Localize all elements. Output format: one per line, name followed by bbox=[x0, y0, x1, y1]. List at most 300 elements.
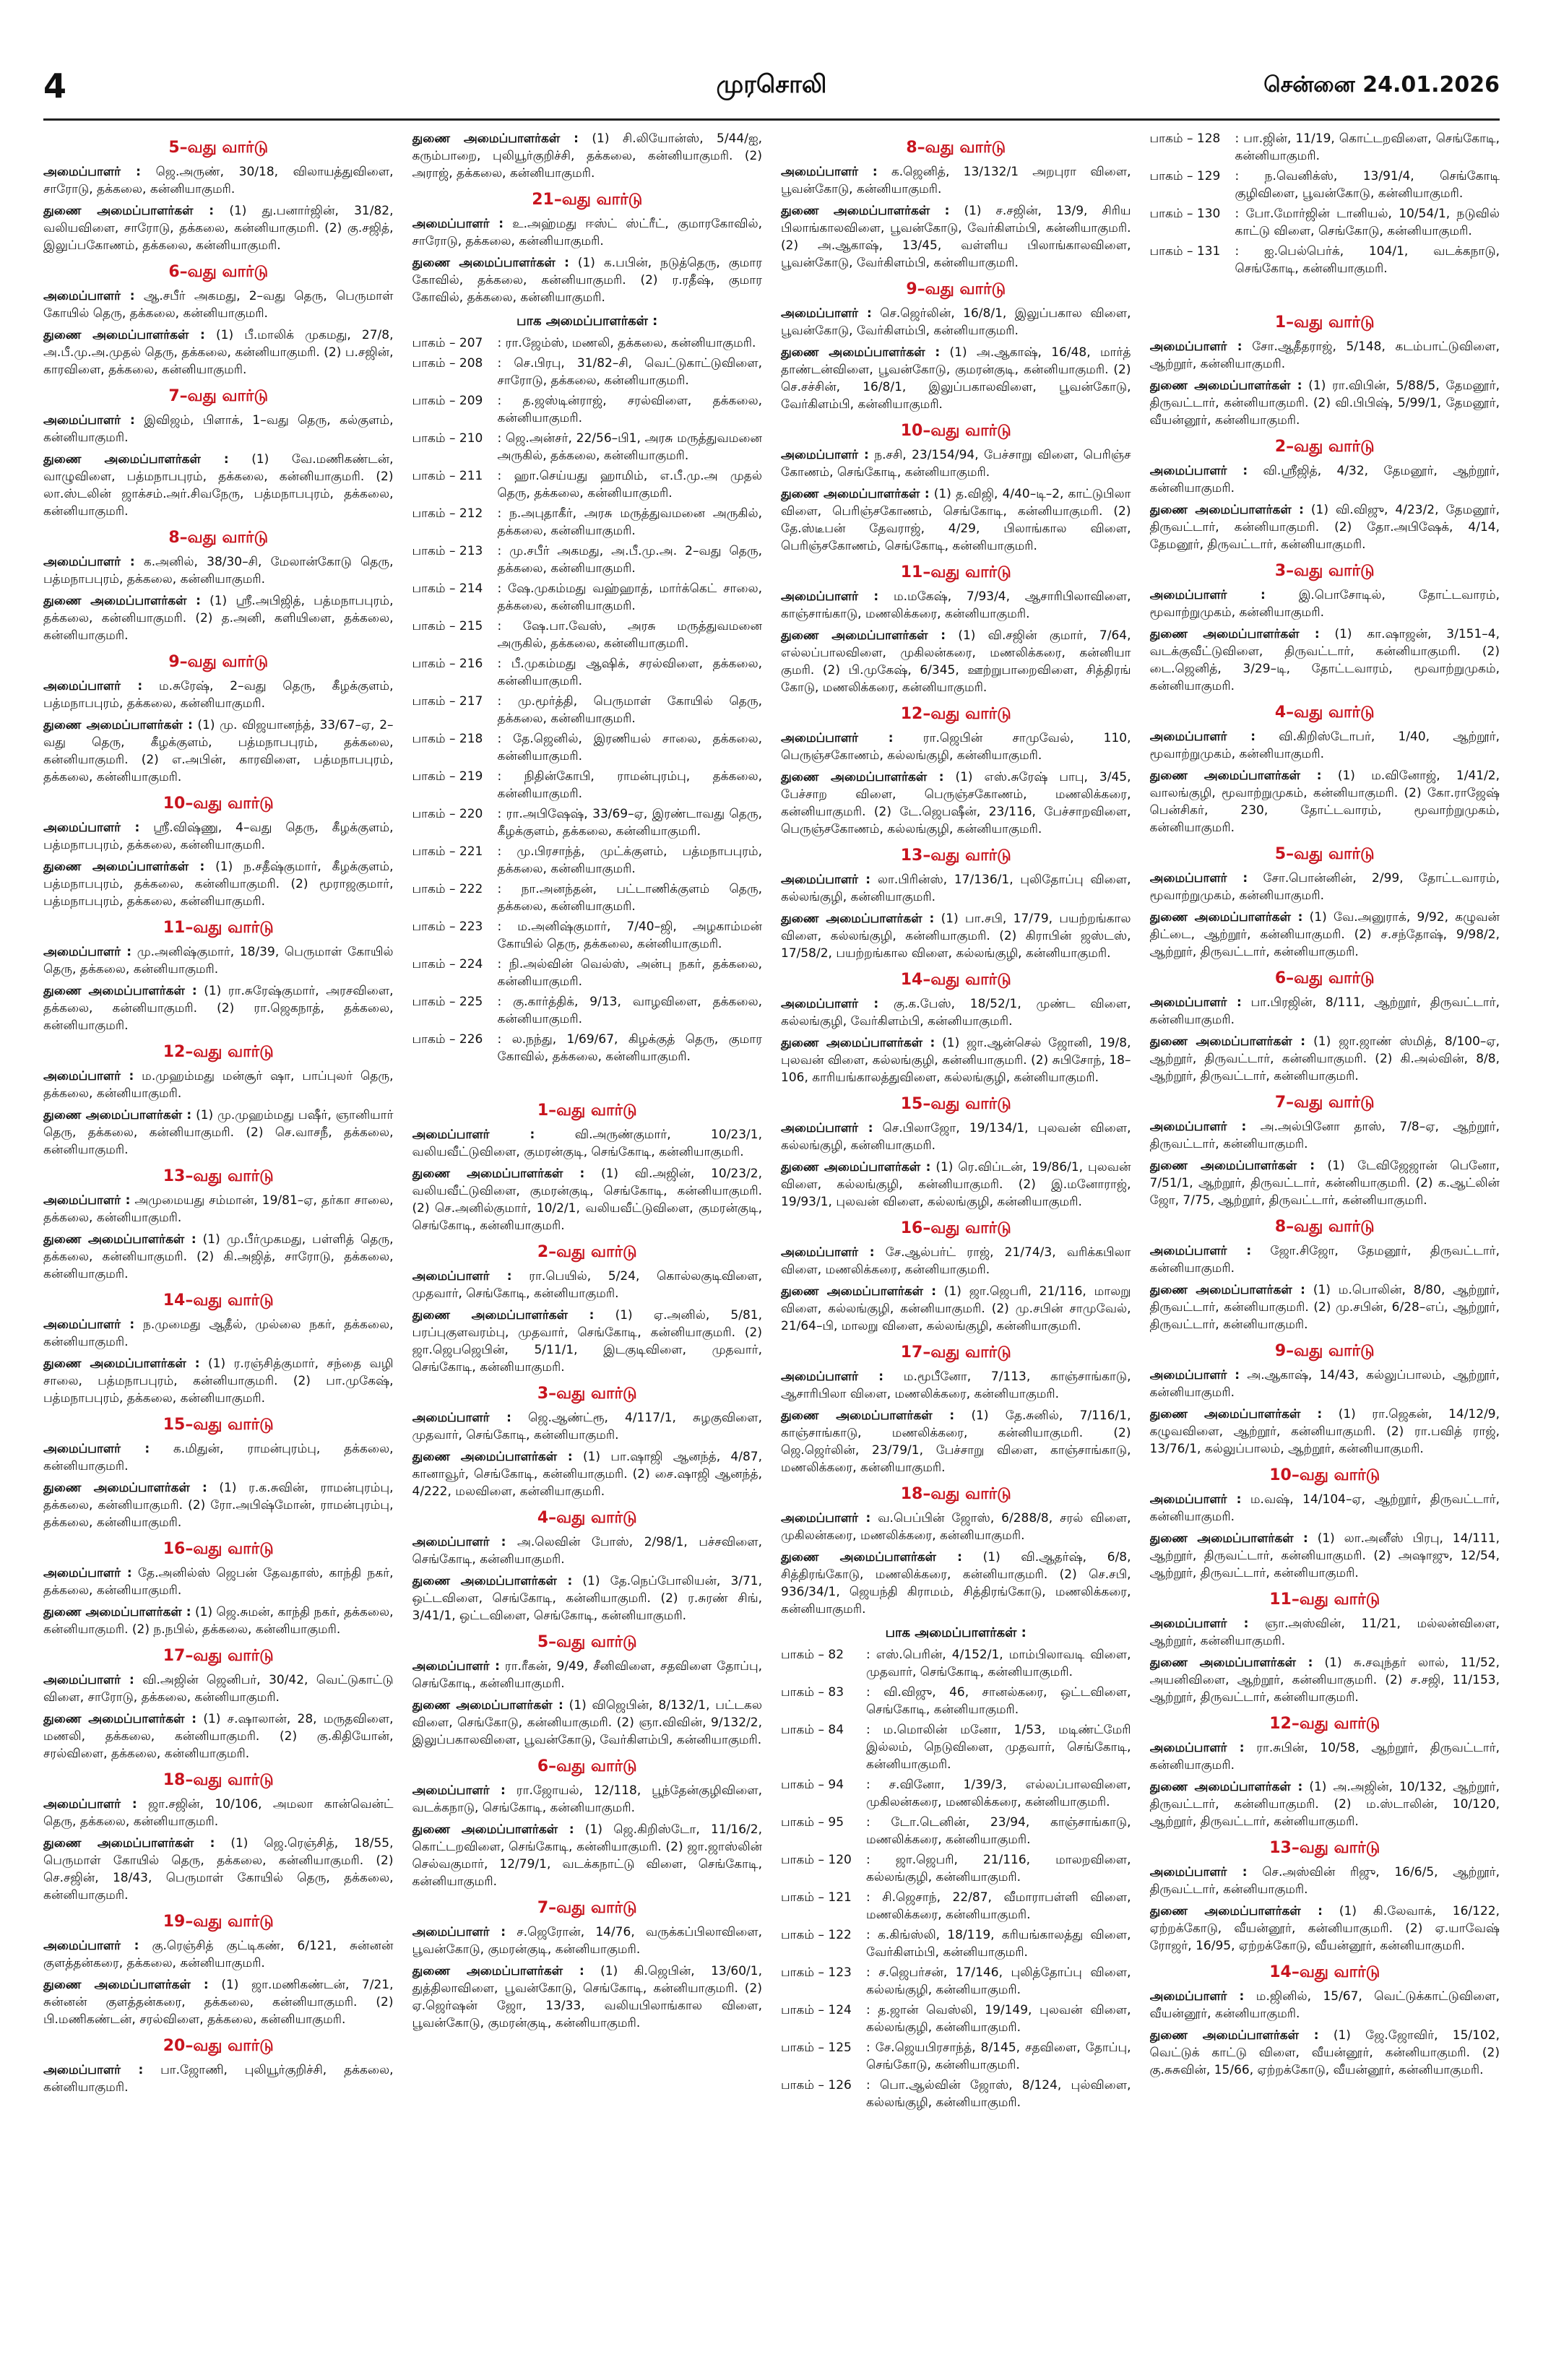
deputy-details: (1) வே.அனுராக், 9/92, கழுவன் திட்டை, ஆற்றூர், கன்னியாகுமரி. (2) ச.சந்தோஷ், 9/98/2, ஆற்றூர், திருவட்டார், கன்னியாகுமரி. bbox=[1149, 910, 1500, 959]
booth-row bbox=[781, 2002, 1131, 2036]
member-label: அமைப்பாளர் : bbox=[781, 997, 879, 1011]
member-label: அமைப்பாளர் : bbox=[1149, 1865, 1248, 1879]
member-label: அமைப்பாளர் : bbox=[781, 873, 871, 887]
deputy-details: (1) அ.அஜின், 10/132, ஆற்றூர், திருவட்டார், கன்னியாகுமரி. (2) ம.ஸ்டாலின், 10/120, ஆற்றூர், திருவட்டார், கன்னியாகுமரி. bbox=[1149, 1780, 1500, 1829]
member-label: அமைப்பாளர் : bbox=[412, 1659, 500, 1674]
deputy-label: துணை அமைப்பாளர்கள் : bbox=[412, 1450, 573, 1464]
deputy-details: (1) வி.சஜின் குமார், 7/64, எல்லப்பாலவிளை, முகிலன்கரை, மணலிக்கரை, கன்னியா குமரி. (2) பி.முகேஷ், 6/345, ஊற்றுபாறைவிளை, சித்திரங் கோடு, மணலிக்கரை, கன்னியாகுமரி. bbox=[781, 628, 1131, 695]
member-details: ரா.சுபின், 10/58, ஆற்றூர், திருவட்டார், கன்னியாகுமரி. bbox=[1149, 1741, 1500, 1773]
deputy-entry bbox=[1150, 1406, 1500, 1458]
deputy-label: துணை அமைப்பாளர்கள் : bbox=[43, 1836, 215, 1851]
ward-heading: 10–வது வார்டு bbox=[1269, 1466, 1380, 1484]
booth-number: பாகம் – 214 bbox=[412, 581, 483, 596]
deputy-label: துணை அமைப்பாளர்கள் : bbox=[1149, 1904, 1323, 1918]
member-details: இவிஜம், பிளாக், 1–வது தெரு, கல்குளம், கன்னியாகுமரி. bbox=[43, 413, 394, 445]
deputy-label: துணை அமைப்பாளர்கள் : bbox=[1149, 1159, 1315, 1173]
booth-row bbox=[1150, 130, 1500, 165]
booth-number: பாகம் – 211 bbox=[412, 469, 483, 483]
deputy-entry bbox=[412, 130, 763, 182]
deputy-label: துணை அமைப்பாளர்கள் : bbox=[781, 1160, 931, 1174]
ward-heading: 21–வது வார்டு bbox=[532, 191, 643, 209]
booth-number: பாகம் – 122 bbox=[781, 1928, 852, 1942]
deputy-label: துணை அமைப்பாளர்கள் : bbox=[781, 912, 935, 926]
deputy-details: (1) விஜெபின், 8/132/1, பட்டகல விளை, செங்கோடு, கன்னியாகுமரி. (2) ஞா.விவின், 9/132/2, இலுப்பகாலவிளை, பூவன்கோடு, வேர்கிளம்பி, கன்னியாகுமரி. bbox=[412, 1698, 762, 1747]
member-details: ஜா.சஜின், 10/106, அமலா கான்வென்ட் தெரு, தக்கலை, கன்னியாகுமரி. bbox=[43, 1797, 394, 1829]
booth-details: : ஐ.பெல்பெர்க், 104/1, வடக்கநாடு, செங்கோடி, கன்னியாகுமரி. bbox=[1235, 244, 1500, 276]
ward-heading: 19–வது வார்டு bbox=[163, 1913, 274, 1931]
booth-row bbox=[781, 2039, 1131, 2074]
booth-number: பாகம் – 219 bbox=[412, 769, 483, 784]
member-label: அமைப்பாளர் : bbox=[1149, 871, 1248, 886]
member-details: ரா.ஜோயல், 12/118, பூந்தேன்குழிவிளை, வடக்கநாடு, செங்கோடி, கன்னியாகுமரி. bbox=[412, 1783, 762, 1815]
booth-row bbox=[412, 334, 763, 352]
deputy-label: துணை அமைப்பாளர்கள் : bbox=[1149, 1283, 1305, 1297]
booth-details: : ந.வெனிக்ஸ், 13/91/4, செங்கோடி குழிவிளை, பூவன்கோடு, கன்னியாகுமரி. bbox=[1235, 169, 1500, 201]
deputy-details: (1) ச.சஜின், 13/9, சிரிய பிலாங்காலவிளை, பூவன்கோடு, வேர்கிளம்பி, கன்னியாகுமரி. (2) அ.ஆகாஷ், 13/45, வள்ளிய பிலாங்காலவிளை, பூவன்கோடு, வேர்கிளம்பி, கன்னியாகுமரி. bbox=[781, 204, 1131, 270]
member-details: செ.பிலாஜோ, 19/134/1, புலவன் விளை, கல்லங்குழி, கன்னியாகுமரி. bbox=[781, 1121, 1131, 1153]
ward-heading: 6–வது வார்டு bbox=[537, 1757, 637, 1775]
member-details: பா.பிரஜின், 8/111, ஆற்றூர், திருவட்டார், கன்னியாகுமரி. bbox=[1149, 995, 1500, 1027]
deputy-details: (1) லா.அனீஸ் பிரபு, 14/111, ஆற்றூர், திருவட்டார், கன்னியாகுமரி. (2) அஷாஜு, 12/54, ஆற்றூர், திருவட்டார், கன்னியாகுமரி. bbox=[1149, 1531, 1500, 1580]
ward-heading: 5–வது வார்டு bbox=[1274, 845, 1375, 863]
deputy-entry bbox=[43, 1107, 394, 1159]
member-label: அமைப்பாளர் : bbox=[412, 1535, 506, 1549]
deputy-entry bbox=[43, 326, 394, 378]
deputy-entry bbox=[1150, 1530, 1500, 1582]
member-entry bbox=[43, 819, 394, 854]
deputy-label: துணை அமைப்பாளர்கள் : bbox=[781, 1284, 937, 1299]
member-details: க.அனில், 38/30–சி, மேலான்கோடு தெரு, பத்மநாபபுரம், தக்கலை, கன்னியாகுமரி. bbox=[43, 555, 394, 587]
member-entry bbox=[1150, 1864, 1500, 1898]
deputy-entry bbox=[43, 202, 394, 254]
member-details: ந.முமைது ஆதீல், முல்லை நகர், தக்கலை, கன்னியாகுமரி. bbox=[43, 1317, 394, 1349]
member-label: அமைப்பாளர் : bbox=[412, 217, 504, 231]
member-label: அமைப்பாளர் : bbox=[43, 555, 135, 569]
member-entry bbox=[1150, 1118, 1500, 1153]
member-entry bbox=[43, 2061, 394, 2096]
ward-heading: 15–வது வார்டு bbox=[163, 1416, 274, 1434]
booth-details: : மு.சபீர் அகமது, அ.பீ.மு.அ. 2–வது தெரு, தக்கலை, கன்னியாகுமரி. bbox=[497, 544, 762, 576]
ward-heading: 11–வது வார்டு bbox=[900, 563, 1011, 581]
deputy-details: (1) தே.நெப்போலியன், 3/71, ஒட்டவிளை, செங்கோடி, கன்னியாகுமரி. (2) ர.சுரண் சிங், 3/41/1, ஒட்டவிளை, செங்கோடி, கன்னியாகுமரி. bbox=[412, 1574, 762, 1623]
deputy-details: (1) ஜெ.ரெஞ்சித், 18/55, பெருமாள் கோயில் தெரு, தக்கலை, கன்னியாகுமரி. (2) செ.சஜின், 18/43, பெருமாள் கோயில் தெரு, தக்கலை, கன்னியாகுமரி. bbox=[43, 1836, 394, 1903]
deputy-entry bbox=[1150, 1903, 1500, 1955]
ward-heading: 4–வது வார்டு bbox=[537, 1509, 637, 1527]
booth-number: பாகம் – 94 bbox=[781, 1778, 844, 1792]
deputy-entry bbox=[1150, 1281, 1500, 1333]
booth-number: பாகம் – 129 bbox=[1149, 169, 1221, 183]
deputy-entry bbox=[43, 1479, 394, 1531]
member-details: மு.அனிஷ்குமார், 18/39, பெருமாள் கோயில் தெரு, தக்கலை, கன்னியாகுமரி. bbox=[43, 945, 394, 977]
deputy-entry bbox=[43, 1835, 394, 1904]
member-details: ம.மகேஷ், 7/93/4, ஆசாரிபிலாவிளை, காஞ்சாங்காடு, மணலிக்கரை, கன்னியாகுமரி. bbox=[781, 589, 1131, 621]
member-details: வ.பெப்பின் ஜோஸ், 6/288/8, சரல் விளை, முகிலன்கரை, மணலிக்கரை, கன்னியாகுமரி. bbox=[781, 1511, 1131, 1543]
booth-row bbox=[412, 993, 763, 1028]
deputy-label: துணை அமைப்பாளர்கள் : bbox=[1149, 2028, 1319, 2043]
deputy-entry bbox=[43, 592, 394, 644]
deputy-label: துணை அமைப்பாளர்கள் : bbox=[43, 328, 205, 342]
booth-row bbox=[781, 2077, 1131, 2111]
deputy-label: துணை அமைப்பாளர்கள் : bbox=[43, 1232, 196, 1247]
booth-row bbox=[412, 693, 763, 727]
member-details: கு.ரெஞ்சித் குட்டிகண், 6/121, சுன்னன் குளத்தன்கரை, தக்கலை, கன்னியாகுமரி. bbox=[43, 1939, 394, 1970]
member-entry bbox=[1150, 462, 1500, 497]
ward-heading: 10–வது வார்டு bbox=[900, 422, 1011, 440]
deputy-details: (1) வி.அஜின், 10/23/2, வலியவீட்டுவிளை, குமரன்குடி, செங்கோடி, கன்னியாகுமரி. (2) செ.அனில்குமார், 10/2/1, வலியவீட்டுவிளை, குமரன்குடி, செங்கோடி, கன்னியாகுமரி. bbox=[412, 1167, 762, 1233]
deputy-details: (1) ஜெ.கிறிஸ்டோ, 11/16/2, கொட்டறவிளை, செங்கோடி, கன்னியாகுமரி. (2) ஜா.ஜாஸ்லின் செல்வகுமார், 12/79/1, வடக்கநாட்டு விளை, செங்கோடி, கன்னியாகுமரி. bbox=[412, 1822, 762, 1889]
booth-details: : ந.அபுதாகீர், அரசு மருத்துவமனை அருகில், தக்கலை, கன்னியாகுமரி. bbox=[497, 506, 762, 538]
member-entry bbox=[781, 163, 1131, 198]
ward-heading: 16–வது வார்டு bbox=[163, 1540, 274, 1558]
booth-number: பாகம் – 213 bbox=[412, 544, 483, 558]
member-entry bbox=[43, 678, 394, 712]
booth-number: பாகம் – 82 bbox=[781, 1648, 844, 1662]
deputy-entry bbox=[412, 254, 763, 306]
booth-heading: பாக அமைப்பாளர்கள் : bbox=[517, 313, 658, 329]
booth-details: : மு.மூர்த்தி, பெருமாள் கோயில் தெரு, தக்கலை, கன்னியாகுமரி. bbox=[497, 694, 762, 726]
member-label: அமைப்பாளர் : bbox=[43, 1673, 134, 1687]
member-label: அமைப்பாளர் : bbox=[412, 1128, 535, 1142]
booth-details: : த.ஜான் வெஸ்லி, 19/149, புலவன் விளை, கல்லங்குழி, கன்னியாகுமரி. bbox=[866, 2003, 1131, 2035]
booth-details: : ஜா.ஜெபரி, 21/116, மாலறவிளை, கல்லங்குழி, கன்னியாகுமரி. bbox=[866, 1853, 1131, 1884]
member-label: அமைப்பாளர் : bbox=[781, 1511, 871, 1526]
ward-heading: 7–வது வார்டு bbox=[1274, 1094, 1375, 1112]
member-details: ஞா.அஸ்வின், 11/21, மல்லன்விளை, ஆற்றூர், கன்னியாகுமரி. bbox=[1149, 1617, 1500, 1648]
member-entry bbox=[781, 305, 1131, 339]
member-label: அமைப்பாளர் : bbox=[1149, 588, 1266, 602]
deputy-entry bbox=[781, 1159, 1131, 1211]
booth-details: : டோ.டெனின், 23/94, காஞ்சாங்காடு, மணலிக்கரை, கன்னியாகுமரி. bbox=[866, 1815, 1131, 1847]
booth-details: : வி.விஜு, 46, சானல்கரை, ஒட்டவிளை, செங்கோடி, கன்னியாகுமரி. bbox=[866, 1685, 1131, 1717]
member-entry bbox=[1150, 1491, 1500, 1526]
booth-row bbox=[412, 918, 763, 953]
booth-number: பாகம் – 84 bbox=[781, 1723, 844, 1737]
ward-heading: 11–வது வார்டு bbox=[1269, 1591, 1380, 1609]
member-entry bbox=[412, 1658, 763, 1692]
deputy-label: துணை அமைப்பாளர்கள் : bbox=[781, 628, 946, 643]
ward-heading: 17–வது வார்டு bbox=[900, 1343, 1011, 1362]
member-details: சோ.பொன்னின், 2/99, தோட்டவாரம், மூவாற்றுமுகம், கன்னியாகுமரி. bbox=[1149, 871, 1500, 903]
member-entry bbox=[781, 995, 1131, 1030]
deputy-label: துணை அமைப்பாளர்கள் : bbox=[412, 131, 579, 146]
booth-details: : ஷே.முகம்மது வஹ்ஹாத், மார்க்கெட் சாலை, தக்கலை, கன்னியாகுமரி. bbox=[497, 581, 762, 613]
member-entry bbox=[1150, 994, 1500, 1029]
ward-heading: 9–வது வார்டு bbox=[168, 653, 269, 671]
booth-row bbox=[412, 618, 763, 652]
masthead-divider bbox=[43, 118, 1500, 121]
member-entry bbox=[43, 163, 394, 198]
deputy-entry bbox=[1150, 1033, 1500, 1085]
deputy-entry bbox=[412, 1821, 763, 1890]
member-entry bbox=[412, 1409, 763, 1444]
deputy-entry bbox=[781, 202, 1131, 272]
deputy-label: துணை அமைப்பாளர்கள் : bbox=[412, 256, 569, 270]
deputy-details: (1) ரெ.விப்டன், 19/86/1, புலவன் விளை, கல்லங்குழி, கன்னியாகுமரி. (2) இ.மனோராஜ், 19/93/1, புலவன் விளை, கல்லங்குழி, கன்னியாகுமரி. bbox=[781, 1160, 1131, 1209]
deputy-details: (1) ரா.ஜெகன், 14/12/9, கழுவவிளை, ஆற்றூர், கன்னியாகுமரி. (2) ரா.பவித் ராஜ், 13/76/1, கல்லுப்பாலம், ஆற்றூர், கன்னியாகுமரி. bbox=[1149, 1407, 1500, 1456]
member-label: அமைப்பாளர் : bbox=[43, 2063, 144, 2077]
deputy-entry bbox=[781, 769, 1131, 838]
member-label: அமைப்பாளர் : bbox=[43, 679, 143, 693]
booth-row bbox=[1150, 168, 1500, 202]
ward-heading: 13–வது வார்டு bbox=[163, 1167, 274, 1185]
member-label: அமைப்பாளர் : bbox=[1149, 1741, 1245, 1755]
deputy-details: (1) ஜே.ஜோவிர், 15/102, வெட்டுக் காட்டு விளை, வீயன்னூர், கன்னியாகுமரி. (2) கு.சுசுவின், 15/66, ஏற்றக்கோடு, வீயன்னூர், கன்னியாகுமரி. bbox=[1149, 2028, 1500, 2077]
member-details: ரா.ஜெபின் சாமுவேல், 110, பெருஞ்சகோணம், கல்லங்குழி, கன்னியாகுமரி. bbox=[781, 731, 1131, 763]
deputy-entry bbox=[781, 910, 1131, 962]
member-details: ஜெ.அருண், 30/18, விலாயத்துவிளை, சாரோடு, தக்கலை, கன்னியாகுமரி. bbox=[43, 165, 394, 196]
deputy-entry bbox=[781, 1549, 1131, 1618]
member-label: அமைப்பாளர் : bbox=[781, 589, 879, 604]
member-entry bbox=[412, 1533, 763, 1568]
ward-heading: 13–வது வார்டு bbox=[1269, 1839, 1380, 1857]
booth-number: பாகம் – 83 bbox=[781, 1685, 844, 1700]
ward-heading: 10–வது வார்டு bbox=[163, 795, 274, 813]
member-entry bbox=[1150, 338, 1500, 373]
member-entry bbox=[781, 871, 1131, 906]
deputy-label: துணை அமைப்பாளர்கள் : bbox=[1149, 1407, 1323, 1421]
deputy-entry bbox=[1150, 767, 1500, 836]
booth-row bbox=[412, 956, 763, 990]
booth-details: : நி.அல்வின் வெல்ஸ், அன்பு நகர், தக்கலை, கன்னியாகுமரி. bbox=[497, 957, 762, 989]
booth-details: : தே.ஜெனில், இரணியல் சாலை, தக்கலை, கன்னியாகுமரி. bbox=[497, 732, 762, 763]
deputy-entry bbox=[43, 858, 394, 910]
ward-heading: 15–வது வார்டு bbox=[900, 1095, 1011, 1113]
member-entry bbox=[781, 730, 1131, 764]
member-label: அமைப்பாளர் : bbox=[43, 1193, 131, 1208]
member-label: அமைப்பாளர் : bbox=[781, 306, 872, 321]
booth-details: : ஷே.பா.வேஸ், அரசு மருத்துவமனை அருகில், தக்கலை, கன்னியாகுமரி. bbox=[497, 619, 762, 651]
deputy-label: துணை அமைப்பாளர்கள் : bbox=[43, 860, 205, 874]
booth-details: : எஸ்.பெரின், 4/152/1, மாம்பிலாவடி விளை, முதவார், செங்கோடி, கன்னியாகுமரி. bbox=[866, 1648, 1131, 1679]
deputy-entry bbox=[1150, 1654, 1500, 1706]
member-details: இ.பொசோடில், தோட்டவாரம், மூவாற்றுமுகம், கன்னியாகுமரி. bbox=[1149, 588, 1500, 620]
booth-number: பாகம் – 221 bbox=[412, 844, 483, 859]
member-label: அமைப்பாளர் : bbox=[43, 821, 140, 835]
deputy-details: (1) தே.சுனில், 7/116/1, காஞ்சாங்காடு, மணலிக்கரை, கன்னியாகுமரி. (2) ஜெ.ஜெர்லின், 23/79/1, பேச்சாறு விளை, காஞ்சாங்காடு, மணலிக்கரை, கன்னியாகுமரி. bbox=[781, 1408, 1131, 1475]
deputy-details: (1) ந.சதீஷ்குமார், கீழக்குளம், பத்மநாபபுரம், தக்கலை, கன்னியாகுமரி. (2) மூராஜகுமார், பத்மநாபபுரம், தக்கலை, கன்னியாகுமரி. bbox=[43, 860, 394, 909]
deputy-details: (1) த.விஜி, 4/40–டி–2, காட்டுபிலா விளை, பெரிஞ்சகோணம், செங்கோடி, கன்னியாகுமரி. (2) தே.ஸ்டீபன் தேவராஜ், 4/29, பிலாங்கால விளை, பெரிஞ்சகோணம், செங்கோடி, கன்னியாகுமரி. bbox=[781, 487, 1131, 553]
deputy-details: (1) ஜா.ஜாண் ஸ்மித், 8/100–ஏ, ஆற்றூர், திருவட்டார், கன்னியாகுமரி. (2) கி.அல்வின், 8/8, ஆற்றூர், திருவட்டார், கன்னியாகுமரி. bbox=[1149, 1034, 1500, 1083]
member-details: ம.முஹம்மது மன்சூர் ஷா, பாப்புலர் தெரு, தக்கலை, கன்னியாகுமரி. bbox=[43, 1069, 394, 1101]
deputy-label: துணை அமைப்பாளர்கள் : bbox=[781, 345, 941, 360]
booth-details: : பொ.ஆல்வின் ஜோஸ், 8/124, புல்விளை, கல்லங்குழி, கன்னியாகுமரி. bbox=[866, 2078, 1131, 2110]
booth-details: : ச.ஜெபர்சன், 17/146, புலித்தோப்பு விளை, கல்லங்குழி, கன்னியாகுமரி. bbox=[866, 1965, 1131, 1997]
member-details: ஜெ.ஆண்ட்ரூ, 4/117/1, சுழகுவிளை, முதவார், செங்கோடி, கன்னியாகுமரி. bbox=[412, 1411, 762, 1442]
deputy-label: துணை அமைப்பாளர்கள் : bbox=[1149, 1531, 1308, 1546]
member-entry bbox=[781, 1368, 1131, 1403]
member-label: அமைப்பாளர் : bbox=[43, 1566, 132, 1580]
booth-number: பாகம் – 207 bbox=[412, 336, 483, 350]
member-label: அமைப்பாளர் : bbox=[412, 1411, 511, 1425]
deputy-label: துணை அமைப்பாளர்கள் : bbox=[1149, 1656, 1313, 1670]
ward-heading: 14–வது வார்டு bbox=[1269, 1963, 1380, 1981]
member-details: ஸ்ரீ.விஷ்ணு, 4–வது தெரு, கீழக்குளம், பத்மநாபபுரம், தக்கலை, கன்னியாகுமரி. bbox=[43, 821, 394, 852]
booth-row bbox=[412, 542, 763, 577]
member-details: தே.அனில்ஸ் ஜெபன் தேவதாஸ், காந்தி நகர், தக்கலை, கன்னியாகுமரி. bbox=[43, 1566, 394, 1598]
deputy-label: துணை அமைப்பாளர்கள் : bbox=[1149, 503, 1304, 517]
member-entry bbox=[781, 1244, 1131, 1278]
ward-heading: 2–வது வார்டு bbox=[1274, 438, 1375, 456]
ward-heading: 11–வது வார்டு bbox=[163, 919, 274, 937]
member-entry bbox=[43, 1192, 394, 1226]
member-label: அமைப்பாளர் : bbox=[1149, 1492, 1242, 1507]
booth-row bbox=[781, 1964, 1131, 1999]
booth-number: பாகம் – 223 bbox=[412, 919, 483, 934]
ward-heading: 9–வது வார்டு bbox=[1274, 1342, 1375, 1360]
deputy-label: துணை அமைப்பாளர்கள் : bbox=[43, 204, 215, 218]
member-details: அமுமையது சம்மான், 19/81–ஏ, தர்கா சாலை, தக்கலை, கன்னியாகுமரி. bbox=[43, 1193, 394, 1225]
booth-row bbox=[1150, 243, 1500, 277]
deputy-label: துணை அமைப்பாளர்கள் : bbox=[412, 1574, 573, 1588]
member-label: அமைப்பாளர் : bbox=[781, 1121, 873, 1135]
booth-number: பாகம் – 222 bbox=[412, 882, 483, 896]
member-label: அமைப்பாளர் : bbox=[1149, 1617, 1249, 1631]
deputy-label: துணை அமைப்பாளர்கள் : bbox=[781, 1036, 935, 1050]
booth-details: : ஜெ.அன்சர், 22/56–பி1, அரசு மருத்துவமனை அருகில், தக்கலை, கன்னியாகுமரி. bbox=[497, 431, 762, 463]
member-label: அமைப்பாளர் : bbox=[43, 1939, 139, 1953]
booth-details: : ம.அனிஷ்குமார், 7/40–ஜி, அழகாம்மன் கோயில் தெரு, தக்கலை, கன்னியாகுமரி. bbox=[497, 919, 762, 951]
booth-row bbox=[412, 430, 763, 464]
deputy-label: துணை அமைப்பாளர்கள் : bbox=[412, 1698, 563, 1713]
deputy-entry bbox=[781, 627, 1131, 696]
booth-row bbox=[781, 1684, 1131, 1718]
member-label: அமைப்பாளர் : bbox=[1149, 1120, 1247, 1134]
member-label: அமைப்பாளர் : bbox=[43, 945, 132, 959]
article-columns bbox=[43, 130, 1500, 2351]
deputy-label: துணை அமைப்பாளர்கள் : bbox=[43, 1481, 207, 1495]
member-details: லா.பிரின்ஸ், 17/136/1, புலிதோப்பு விளை, கல்லங்குழி, கன்னியாகுமரி. bbox=[781, 873, 1131, 904]
deputy-label: துணை அமைப்பாளர்கள் : bbox=[1149, 627, 1320, 641]
member-details: ச.ஜெரோன், 14/76, வருக்கப்பிலாவிளை, பூவன்கோடு, குமரன்குடி, கன்னியாகுமரி. bbox=[412, 1925, 762, 1957]
deputy-label: துணை அமைப்பாளர்கள் : bbox=[43, 1712, 197, 1726]
member-entry bbox=[1150, 870, 1500, 904]
deputy-entry bbox=[43, 1976, 394, 2028]
paper-name: முரசொலி bbox=[716, 70, 827, 99]
booth-number: பாகம் – 224 bbox=[412, 957, 483, 972]
deputy-label: துணை அமைப்பாளர்கள் : bbox=[781, 1550, 962, 1565]
deputy-label: துணை அமைப்பாளர்கள் : bbox=[1149, 910, 1303, 925]
deputy-entry bbox=[412, 1572, 763, 1624]
booth-details: : க.கிங்ஸ்லி, 18/119, கரியங்காலத்து விளை, வேர்கிளம்பி, கன்னியாகுமரி. bbox=[866, 1928, 1131, 1960]
booth-number: பாகம் – 225 bbox=[412, 995, 483, 1009]
booth-number: பாகம் – 220 bbox=[412, 807, 483, 821]
member-entry bbox=[43, 287, 394, 322]
deputy-details: (1) பீ.மாலிக் முகமது, 27/8, அ.பீ.மு.அ.முதல் தெரு, தக்கலை, கன்னியாகுமரி. (2) ப.சஜின், காரவிளை, தக்கலை, கன்னியாகுமரி. bbox=[43, 328, 394, 377]
deputy-details: (1) வே.மணிகண்டன், வாழுவிளை, பத்மநாபபுரம், தக்கலை, கன்னியாகுமரி. (2) லா.ஸ்டலின் ஜாக்சம்.அர்.சிவநேரு, பத்மநாபபுரம், தக்கலை, கன்னியாகுமரி. bbox=[43, 452, 394, 519]
ward-heading: 3–வது வார்டு bbox=[1274, 562, 1375, 580]
booth-row bbox=[412, 1031, 763, 1065]
member-details: பா.ஜோணி, புலியூர்குறிச்சி, தக்கலை, கன்னியாகுமரி. bbox=[43, 2063, 394, 2095]
member-details: க.மிதுன், ராமன்புரம்பு, தக்கலை, கன்னியாகுமரி. bbox=[43, 1442, 394, 1474]
member-details: கு.க.பேஸ், 18/52/1, முண்ட விளை, கல்லங்குழி, வேர்கிளம்பி, கன்னியாகுமரி. bbox=[781, 997, 1131, 1029]
deputy-entry bbox=[1150, 1157, 1500, 1209]
deputy-entry bbox=[412, 1448, 763, 1500]
booth-row bbox=[412, 805, 763, 840]
deputy-entry bbox=[43, 1604, 394, 1638]
member-label: அமைப்பாளர் : bbox=[412, 1925, 506, 1939]
booth-number: பாகம் – 218 bbox=[412, 732, 483, 746]
ward-heading: 8–வது வார்டு bbox=[906, 139, 1006, 157]
deputy-details: (1) வி.விஜு, 4/23/2, தேமனூர், திருவட்டார், கன்னியாகுமரி. (2) தோ.அபிஷேக், 4/14, தேமனூர், திருவட்டார், கன்னியாகுமரி. bbox=[1149, 503, 1500, 552]
member-entry bbox=[412, 1268, 763, 1302]
booth-number: பாகம் – 215 bbox=[412, 619, 483, 633]
deputy-details: (1) து.பனார்ஜின், 31/82, வலியவிளை, சாரோடு, தக்கலை, கன்னியாகுமரி. (2) கு.சஜித், இலுப்பகோணம், தக்கலை, கன்னியாகுமரி. bbox=[43, 204, 394, 253]
member-details: வி.கிறிஸ்டோபர், 1/40, ஆற்றூர், மூவாற்றுமுகம், கன்னியாகுமரி. bbox=[1149, 730, 1500, 761]
booth-row bbox=[781, 1814, 1131, 1848]
member-label: அமைப்பாளர் : bbox=[1149, 995, 1242, 1010]
masthead bbox=[43, 61, 1500, 111]
deputy-entry bbox=[1150, 1778, 1500, 1830]
ward-heading: 14–வது வார்டு bbox=[900, 971, 1011, 989]
member-details: க.ஜெனித், 13/132/1 அறபுரா விளை, பூவன்கோடு, கன்னியாகுமரி. bbox=[781, 165, 1131, 196]
ward-heading: 12–வது வார்டு bbox=[163, 1043, 274, 1061]
booth-row bbox=[781, 1721, 1131, 1773]
deputy-entry bbox=[1150, 626, 1500, 695]
deputy-details: (1) வி.ஆதர்ஷ், 6/8, சித்திரங்கோடு, மணலிக்கரை, கன்னியாகுமரி. (2) செ.சபி, 936/34/1, ஜெயந்தி கிராமம், சித்திரங்கோடு, மணலிக்கரை, கன்னியாகுமரி. bbox=[781, 1550, 1131, 1617]
booth-details: : ரா.ஜேம்ஸ், மணலி, தக்கலை, கன்னியாகுமரி. bbox=[497, 336, 756, 350]
member-entry bbox=[781, 1510, 1131, 1544]
booth-details: : கு.கார்த்திக், 9/13, வாழவிளை, தக்கலை, கன்னியாகுமரி. bbox=[497, 995, 762, 1026]
member-label: அமைப்பாளர் : bbox=[781, 731, 894, 745]
member-entry bbox=[43, 943, 394, 978]
booth-row bbox=[781, 1851, 1131, 1886]
ward-heading: 5–வது வார்டு bbox=[168, 139, 269, 157]
member-entry bbox=[43, 412, 394, 446]
booth-row bbox=[412, 467, 763, 502]
deputy-details: (1) பா.சபி, 17/79, பயற்றங்கால விளை, கல்லங்குழி, கன்னியாகுமரி. (2) கிராபின் ஜஸ்டஸ், 17/58/2, பயற்றங்கால விளை, கல்லங்குழி, கன்னியாகுமரி. bbox=[781, 912, 1131, 961]
deputy-label: துணை அமைப்பாளர்கள் : bbox=[43, 1605, 191, 1619]
deputy-label: துணை அமைப்பாளர்கள் : bbox=[43, 1978, 209, 1992]
deputy-details: (1) க.பபின், நடுத்தெரு, குமார கோவில், தக்கலை, கன்னியாகுமரி. (2) ர.ரதீஷ், குமார கோவில், தக்கலை, கன்னியாகுமரி. bbox=[412, 256, 762, 305]
deputy-label: துணை அமைப்பாளர்கள் : bbox=[412, 1308, 595, 1323]
booth-details: : பா.ஜின், 11/19, கொட்டறவிளை, செங்கோடி, கன்னியாகுமரி. bbox=[1235, 131, 1500, 163]
member-details: ரா.ரீகன், 9/49, சீனிவிளை, சதவிளை தோப்பு, செங்கோடி, கன்னியாகுமரி. bbox=[412, 1659, 762, 1691]
booth-number: பாகம் – 95 bbox=[781, 1815, 844, 1830]
ward-heading: 4–வது வார்டு bbox=[1274, 704, 1375, 722]
deputy-label: துணை அமைப்பாளர்கள் : bbox=[43, 594, 201, 608]
deputy-label: துணை அமைப்பாளர்கள் : bbox=[43, 718, 193, 732]
member-entry bbox=[43, 1671, 394, 1706]
member-label: அமைப்பாளர் : bbox=[412, 1783, 506, 1798]
deputy-label: துணை அமைப்பாளர்கள் : bbox=[1149, 378, 1302, 393]
deputy-entry bbox=[412, 1307, 763, 1376]
booth-details: : போ.மோர்ஜின் டானியல், 10/54/1, நடுவில் காட்டு விளை, செங்கோடு, கன்னியாகுமரி. bbox=[1235, 207, 1500, 238]
ward-heading: 1–வது வார்டு bbox=[1274, 313, 1375, 332]
member-entry bbox=[1150, 728, 1500, 763]
booth-details: : ச.வினோ, 1/39/3, எல்லப்பாலவிளை, முகிலன்கரை, மணலிக்கரை, கன்னியாகுமரி. bbox=[866, 1778, 1131, 1809]
member-label: அமைப்பாளர் : bbox=[43, 165, 141, 179]
member-details: ம.வஷ், 14/104–ஏ, ஆற்றூர், திருவட்டார், கன்னியாகுமரி. bbox=[1149, 1492, 1500, 1524]
deputy-entry bbox=[412, 1963, 763, 2032]
column-3 bbox=[781, 130, 1131, 2351]
booth-details: : ம.மொலின் மனோ, 1/53, மடிண்ட்மேரி இல்லம், நெடுவிளை, முதவார், செங்கோடி, கன்னியாகுமரி. bbox=[866, 1723, 1131, 1772]
member-entry bbox=[1150, 1615, 1500, 1650]
ward-heading: 2–வது வார்டு bbox=[537, 1243, 637, 1261]
deputy-details: (1) டேவிஜேஜான் பெனோ, 7/51/1, ஆற்றூர், திருவட்டார், கன்னியாகுமரி. (2) க.ஆட்லின் ஜோ, 7/75, ஆற்றூர், திருவட்டார், கன்னியாகுமரி. bbox=[1149, 1159, 1500, 1208]
deputy-label: துணை அமைப்பாளர்கள் : bbox=[43, 984, 197, 998]
member-label: அமைப்பாளர் : bbox=[781, 1245, 875, 1260]
deputy-entry bbox=[1150, 909, 1500, 961]
member-details: அ.ஆகாஷ், 14/43, கல்லுப்பாலம், ஆற்றூர், கன்னியாகுமரி. bbox=[1149, 1368, 1500, 1400]
deputy-details: (1) மு.பீர்முகமது, பள்ளித் தெரு, தக்கலை, கன்னியாகுமரி. (2) கி.அஜித், சாரோடு, தக்கலை, கன்னியாகுமரி. bbox=[43, 1232, 394, 1281]
deputy-details: (1) ர.ரஞ்சித்குமார், சந்தை வழி சாலை, பத்மநாபபுரம், கன்னியாகுமரி. (2) பா.முகேஷ், பத்மநாபபுரம், தக்கலை, கன்னியாகுமரி. bbox=[43, 1356, 394, 1406]
booth-number: பாகம் – 121 bbox=[781, 1890, 852, 1905]
ward-heading: 13–வது வார்டு bbox=[900, 847, 1011, 865]
ward-heading: 7–வது வார்டு bbox=[168, 387, 269, 405]
booth-number: பாகம் – 212 bbox=[412, 506, 483, 521]
booth-number: பாகம் – 217 bbox=[412, 694, 483, 709]
deputy-entry bbox=[1150, 2027, 1500, 2079]
